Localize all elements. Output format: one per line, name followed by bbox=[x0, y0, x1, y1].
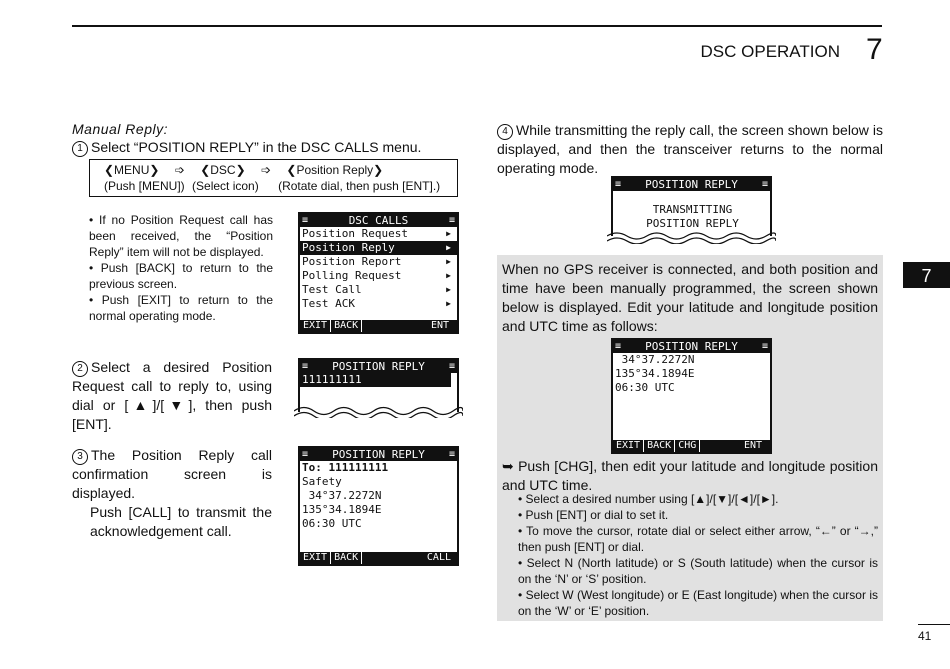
step-1-number: 1 bbox=[72, 141, 88, 157]
menu-path-actions bbox=[104, 179, 454, 193]
lcd-menu-item: Test ACK ▶ bbox=[302, 297, 451, 310]
softkey-ent: ENT bbox=[743, 440, 762, 451]
bullet-item: • Push [BACK] to return to the previous screen. bbox=[89, 261, 273, 291]
bullet-item: • Push [ENT] or dial to set it. bbox=[518, 508, 669, 522]
softkey-exit: EXIT bbox=[300, 320, 331, 332]
pointer-arrow-icon: ➥ bbox=[502, 458, 514, 474]
menu-path-box bbox=[89, 159, 458, 197]
lcd-transmitting-screen bbox=[611, 176, 772, 236]
lcd-list-item-selected: 111111111 bbox=[300, 373, 451, 387]
bullet-item: • Select a desired number using [▲]/[▼]/[◄]/[►]. bbox=[518, 492, 779, 506]
page-number-rule bbox=[918, 624, 950, 625]
menu-icon: ≡ bbox=[761, 341, 768, 352]
lcd-title bbox=[613, 340, 770, 353]
menu-icon: ≡ bbox=[302, 361, 309, 372]
lcd-softkey-bar bbox=[300, 320, 457, 332]
menu-path-action: (Push [MENU]) bbox=[104, 179, 185, 193]
menu-path-item: ❮DSC❯ bbox=[200, 163, 246, 177]
lcd-menu-item: Polling Request ▶ bbox=[302, 269, 451, 282]
menu-icon: ≡ bbox=[448, 449, 455, 460]
lcd-confirm-screen bbox=[298, 446, 459, 566]
lcd-line: 34°37.2272N bbox=[615, 353, 695, 366]
menu-path-arrow-icon: ➩ bbox=[174, 163, 185, 177]
subhead-manual-reply: Manual Reply: bbox=[72, 121, 168, 137]
step-3-text-2: Push [CALL] to transmit the acknowledgement call. bbox=[90, 504, 272, 539]
torn-edge-graphic bbox=[294, 404, 463, 418]
lcd-manual-position-screen bbox=[611, 338, 772, 454]
header-rule bbox=[72, 25, 882, 27]
arrow-right-icon: ▶ bbox=[446, 285, 451, 294]
softkey-back: BACK bbox=[331, 320, 362, 332]
lcd-line: 34°37.2272N bbox=[302, 489, 382, 502]
menu-path-arrow-icon: ➩ bbox=[261, 163, 272, 177]
page-number: 41 bbox=[918, 629, 932, 643]
step-2-number: 2 bbox=[72, 361, 88, 377]
section-number: 7 bbox=[866, 33, 883, 66]
softkey-exit: EXIT bbox=[613, 440, 644, 452]
lcd-menu-item: Position Request ▶ bbox=[302, 227, 451, 240]
step-4 bbox=[497, 121, 883, 178]
chg-step-text: Push [CHG], then edit your latitude and longitude position and UTC time. bbox=[502, 458, 878, 493]
lcd-position-reply-list-screen bbox=[298, 358, 459, 412]
softkey-back: BACK bbox=[644, 440, 675, 452]
section-title: DSC OPERATION bbox=[700, 42, 840, 61]
lcd-line: POSITION REPLY bbox=[646, 217, 739, 230]
lcd-title-text: POSITION REPLY bbox=[645, 340, 738, 353]
step-2 bbox=[72, 358, 272, 434]
step-1-text: Select “POSITION REPLY” in the DSC CALLS menu. bbox=[91, 139, 422, 155]
lcd-title-text: POSITION REPLY bbox=[332, 360, 425, 373]
step-4-text: While transmitting the reply call, the screen shown below is displayed, and then the transceiver returns to the normal operating mode. bbox=[497, 122, 883, 176]
lcd-title-text: POSITION REPLY bbox=[645, 178, 738, 191]
menu-icon: ≡ bbox=[448, 215, 455, 226]
menu-icon: ≡ bbox=[302, 215, 309, 226]
bullet-item: • Push [EXIT] to return to the normal operating mode. bbox=[89, 293, 273, 323]
arrow-right-icon: ▶ bbox=[446, 299, 451, 308]
lcd-softkey-bar bbox=[613, 440, 770, 452]
lcd-menu-item-selected: Position Reply ▶ bbox=[300, 241, 457, 255]
chg-bullet-list bbox=[518, 491, 878, 619]
step-2-text: Select a desired Position Request call to reply to, using dial or [▲]/[▼], then push [ENT]. bbox=[72, 359, 272, 432]
bullet-item: • Select W (West longitude) or E (East longitude) when the cursor is on the ‘W’ or ‘E’ position. bbox=[518, 588, 878, 618]
menu-path-action: (Select icon) bbox=[192, 179, 259, 193]
step-3-text: The Position Reply call confirmation screen is displayed. bbox=[72, 447, 272, 501]
lcd-dsc-calls-screen bbox=[298, 212, 459, 334]
lcd-softkey-bar bbox=[300, 552, 457, 564]
step-3 bbox=[72, 446, 272, 541]
step-3-number: 3 bbox=[72, 449, 88, 465]
bullet-item: • If no Position Request call has been received, the “Position Reply” item will not be displayed. bbox=[89, 213, 273, 259]
chg-step bbox=[502, 457, 878, 495]
lcd-line: 06:30 UTC bbox=[615, 381, 675, 394]
softkey-back: BACK bbox=[331, 552, 362, 564]
bullet-list bbox=[89, 212, 273, 324]
menu-path-item: ❮Position Reply❯ bbox=[286, 163, 384, 177]
lcd-title bbox=[613, 178, 770, 191]
menu-path-action: (Rotate dial, then push [ENT].) bbox=[278, 179, 441, 193]
lcd-line: Safety bbox=[302, 475, 342, 488]
menu-icon: ≡ bbox=[761, 179, 768, 190]
lcd-menu-item: Position Report ▶ bbox=[302, 255, 451, 268]
lcd-title bbox=[300, 214, 457, 227]
gps-note-box bbox=[497, 255, 883, 621]
menu-path-item: ❮MENU❯ bbox=[104, 163, 160, 177]
menu-icon: ≡ bbox=[615, 179, 622, 190]
torn-edge-graphic bbox=[607, 230, 776, 244]
arrow-right-icon: ▶ bbox=[446, 229, 451, 238]
lcd-line: TRANSMITTING bbox=[652, 203, 733, 216]
lcd-line: 135°34.1894E bbox=[302, 503, 382, 516]
bullet-item: • To move the cursor, rotate dial or select either arrow, “←” or “→,” then push [ENT] or dial. bbox=[518, 524, 878, 554]
menu-icon: ≡ bbox=[448, 361, 455, 372]
gps-note-text: When no GPS receiver is connected, and both position and time have been manually programmed, the screen shown below is displayed. Edit your latitude and longitude position and UTC time as follows: bbox=[502, 261, 878, 334]
lcd-title bbox=[300, 448, 457, 461]
step-4-number: 4 bbox=[497, 124, 513, 140]
arrow-right-icon: ▶ bbox=[446, 243, 451, 252]
lcd-line: To: 111111111 bbox=[302, 461, 389, 474]
softkey-call: CALL bbox=[426, 552, 451, 563]
menu-icon: ≡ bbox=[302, 449, 309, 460]
arrow-right-icon: ▶ bbox=[446, 271, 451, 280]
lcd-line: 135°34.1894E bbox=[615, 367, 695, 380]
menu-icon: ≡ bbox=[615, 341, 622, 352]
lcd-line: 06:30 UTC bbox=[302, 517, 362, 530]
chapter-side-tab: 7 bbox=[903, 262, 950, 288]
bullet-item: • Select N (North latitude) or S (South latitude) when the cursor is on the ‘N’ or ‘S’ position. bbox=[518, 556, 878, 586]
lcd-title-text: POSITION REPLY bbox=[332, 448, 425, 461]
lcd-title-text: DSC CALLS bbox=[348, 214, 409, 227]
softkey-exit: EXIT bbox=[300, 552, 331, 564]
step-1 bbox=[72, 138, 457, 157]
lcd-menu-item: Test Call ▶ bbox=[302, 283, 451, 296]
lcd-title bbox=[300, 360, 457, 373]
arrow-right-icon: ▶ bbox=[446, 257, 451, 266]
softkey-chg: CHG bbox=[675, 440, 700, 452]
softkey-ent: ENT bbox=[430, 320, 449, 331]
menu-path-row bbox=[104, 163, 444, 177]
